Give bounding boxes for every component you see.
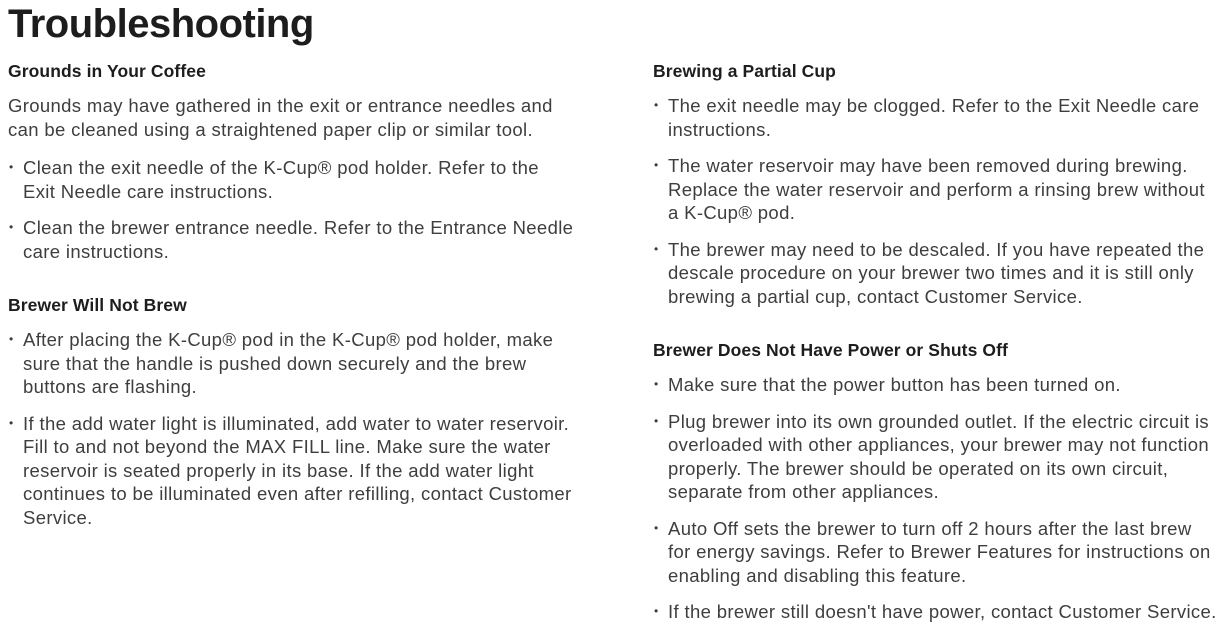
section-heading: Grounds in Your Coffee — [8, 61, 206, 81]
bullet-list — [653, 373, 1219, 624]
bullet-list — [653, 94, 1219, 308]
bullet-item: • Plug brewer into its own grounded outlet. If the electric circuit is overloaded with other appliances, your brewer may not function properly. The brewer should be operated on its own circuit, separate from other appliances. — [653, 410, 1219, 504]
bullet-list — [8, 328, 574, 529]
bullet-list — [8, 156, 574, 263]
page-title: Troubleshooting — [8, 2, 314, 46]
bullet-item: • If the brewer still doesn't have power, contact Customer Service. — [653, 600, 1219, 624]
section-intro: Grounds may have gathered in the exit or entrance needles and can be cleaned using a straightened paper clip or similar tool. — [8, 95, 553, 140]
section-heading: Brewer Will Not Brew — [8, 295, 187, 315]
bullet-item: • Make sure that the power button has been turned on. — [653, 373, 1219, 397]
bullet-item: • Clean the brewer entrance needle. Refer to the Entrance Needle care instructions. — [8, 216, 574, 263]
bullet-item: • The water reservoir may have been removed during brewing. Replace the water reservoir and perform a rinsing brew without a K-Cup® pod. — [653, 154, 1219, 225]
section-brewer-will-not-brew — [8, 295, 574, 529]
bullet-item: • The brewer may need to be descaled. If you have repeated the descale procedure on your brewer two times and it is still only brewing a partial cup, contact Customer Service. — [653, 238, 1219, 309]
section-brewing-a-partial-cup — [653, 61, 1219, 308]
two-column-layout — [8, 61, 1220, 624]
right-column — [653, 61, 1219, 624]
section-brewer-does-not-have-power — [653, 340, 1219, 624]
bullet-item: • After placing the K-Cup® pod in the K-Cup® pod holder, make sure that the handle is pushed down securely and the brew buttons are flashing. — [8, 328, 574, 399]
bullet-item: • If the add water light is illuminated, add water to water reservoir. Fill to and not beyond the MAX FILL line. Make sure the water reservoir is seated properly in its base. If the add water light continues to be illuminated even after refilling, contact Customer Service. — [8, 412, 574, 530]
left-column — [8, 61, 574, 624]
bullet-item: • Clean the exit needle of the K-Cup® pod holder. Refer to the Exit Needle care instructions. — [8, 156, 574, 203]
section-heading: Brewing a Partial Cup — [653, 61, 836, 81]
section-grounds-in-your-coffee — [8, 61, 574, 263]
bullet-item: • Auto Off sets the brewer to turn off 2 hours after the last brew for energy savings. Refer to Brewer Features for instructions on enabling and disabling this feature. — [653, 517, 1219, 588]
section-heading: Brewer Does Not Have Power or Shuts Off — [653, 340, 1008, 360]
bullet-item: • The exit needle may be clogged. Refer to the Exit Needle care instructions. — [653, 94, 1219, 141]
